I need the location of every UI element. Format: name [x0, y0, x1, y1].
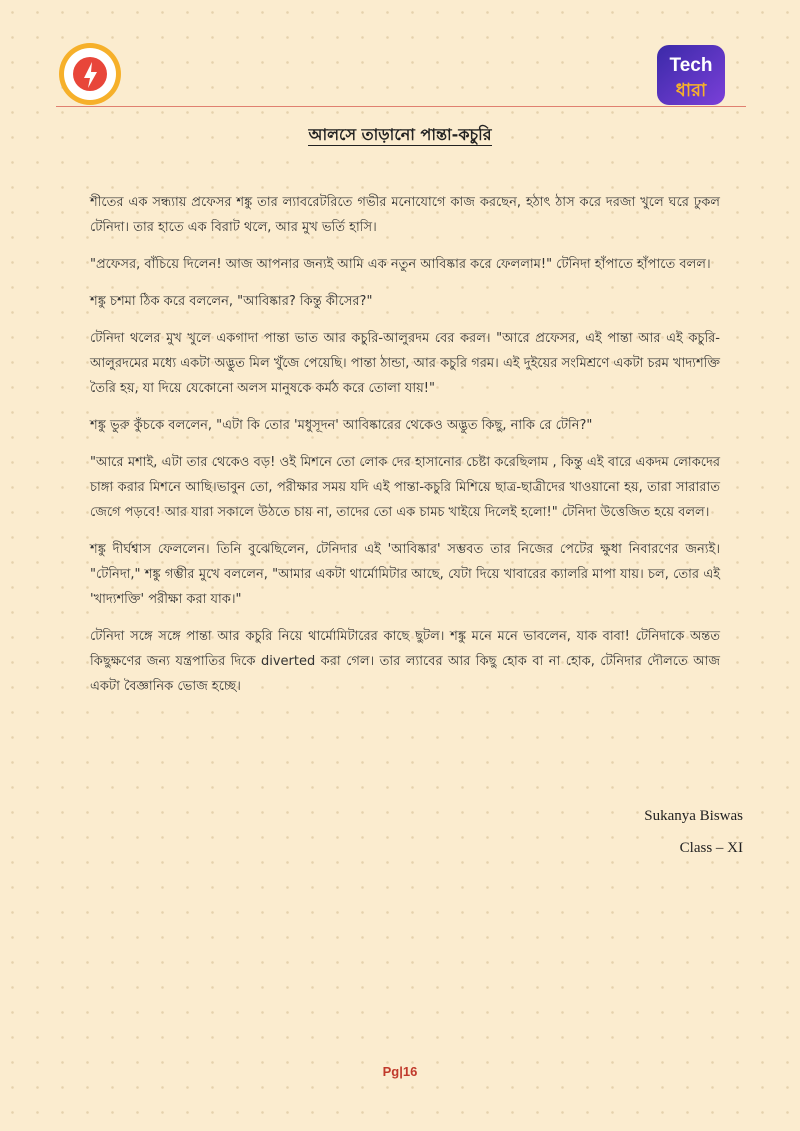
- tech-dhara-logo: [656, 44, 726, 106]
- paragraph: শীতের এক সন্ধ্যায় প্রফেসর শঙ্কু তার ল্যাবরেটরিতে গভীর মনোযোগে কাজ করছেন, হঠাৎ ঠাস করে দরজা খুলে ঘরে ঢুকল টেনিদা। তার হাতে এক বিরাট থলে, আর মুখ ভর্তি হাসি।: [90, 195, 720, 235]
- paragraph: শঙ্কু চশমা ঠিক করে বললেন, "আবিষ্কার? কিন্তু কীসের?": [90, 294, 373, 309]
- story-body: [90, 190, 720, 711]
- svg-text:ধারা: ধারা: [675, 80, 707, 101]
- header-divider: [56, 106, 746, 107]
- paragraph: "আরে মশাই, এটা তার থেকেও বড়! ওই মিশনে তো লোক দের হাসানোর চেষ্টা করেছিলাম , কিন্তু এই বারে একদম লোকদের চাঙ্গা করার মিশনে আছি।ভাবুন তো, পরীক্ষার সময় যদি এই পান্তা-কচুরি মিশিয়ে ছাত্র-ছাত্রীদের খাওয়ানো হয়, তারা সারারাত জেগে পড়বে! আর যারা সকালে উঠতে চায় না, তাদের তো এক চামচ খাইয়ে দিলেই হলো!" টেনিদা উত্তেজিত হয়ে বলল।: [90, 455, 720, 520]
- paragraph: টেনিদা সঙ্গে সঙ্গে পান্তা আর কচুরি নিয়ে থার্মোমিটারের কাছে ছুটল। শঙ্কু মনে মনে ভাবলেন, যাক বাবা! টেনিদাকে অন্তত কিছুক্ষণের জন্য যন্ত্রপাতির দিকে diverted করা গেল। তার ল্যাবের আর কিছু হোক বা না হোক, টেনিদার দৌলতে আজ একটা বৈজ্ঞানিক ভোজ হচ্ছে।: [90, 629, 720, 694]
- paragraph: টেনিদা থলের মুখ খুলে একগাদা পান্তা ভাত আর কচুরি-আলুরদম বের করল। "আরে প্রফেসর, এই পান্তা আর এই কচুরি-আলুরদমের মধ্যে একটা অদ্ভুত মিল খুঁজে পেয়েছি। পান্তা ঠান্ডা, আর কচুরি গরম। এই দুইয়ের সংমিশ্রণে একটা চরম খাদ্যশক্তি তৈরি হয়, যা দিয়ে যেকোনো অলস মানুষকে কর্মঠ করে তোলা যায়!": [90, 331, 720, 396]
- page-header: [0, 0, 800, 110]
- techno-india-group-academia-logo: [58, 42, 122, 106]
- paragraph: "প্রফেসর, বাঁচিয়ে দিলেন! আজ আপনার জন্যই আমি এক নতুন আবিষ্কার করে ফেললাম!" টেনিদা হাঁপাতে হাঁপাতে বলল।: [90, 257, 711, 272]
- author-class: Class – XI: [679, 840, 743, 856]
- paragraph: শঙ্কু ভুরু কুঁচকে বললেন, "এটা কি তোর 'মধুসূদন' আবিষ্কারের থেকেও অদ্ভুত কিছু, নাকি রে টেনি?": [90, 418, 593, 433]
- paragraph: শঙ্কু দীর্ঘশ্বাস ফেললেন। তিনি বুঝেছিলেন, টেনিদার এই 'আবিষ্কার' সম্ভবত তার নিজের পেটের ক্ষুধা নিবারণের জন্যই। "টেনিদা," শঙ্কু গম্ভীর মুখে বললেন, "আমার একটা থার্মোমিটার আছে, যেটা দিয়ে খাবারের ক্যালরি মাপা যায়। চল, তোর এই 'খাদ্যশক্তি' পরীক্ষা করা যাক।": [90, 542, 720, 607]
- story-title: আলসে তাড়ানো পান্তা-কচুরি: [308, 125, 492, 144]
- svg-text:Tech: Tech: [669, 55, 713, 76]
- page-number: Pg|16: [382, 1064, 418, 1079]
- author-name: Sukanya Biswas: [644, 808, 743, 824]
- author-signature: [644, 800, 743, 864]
